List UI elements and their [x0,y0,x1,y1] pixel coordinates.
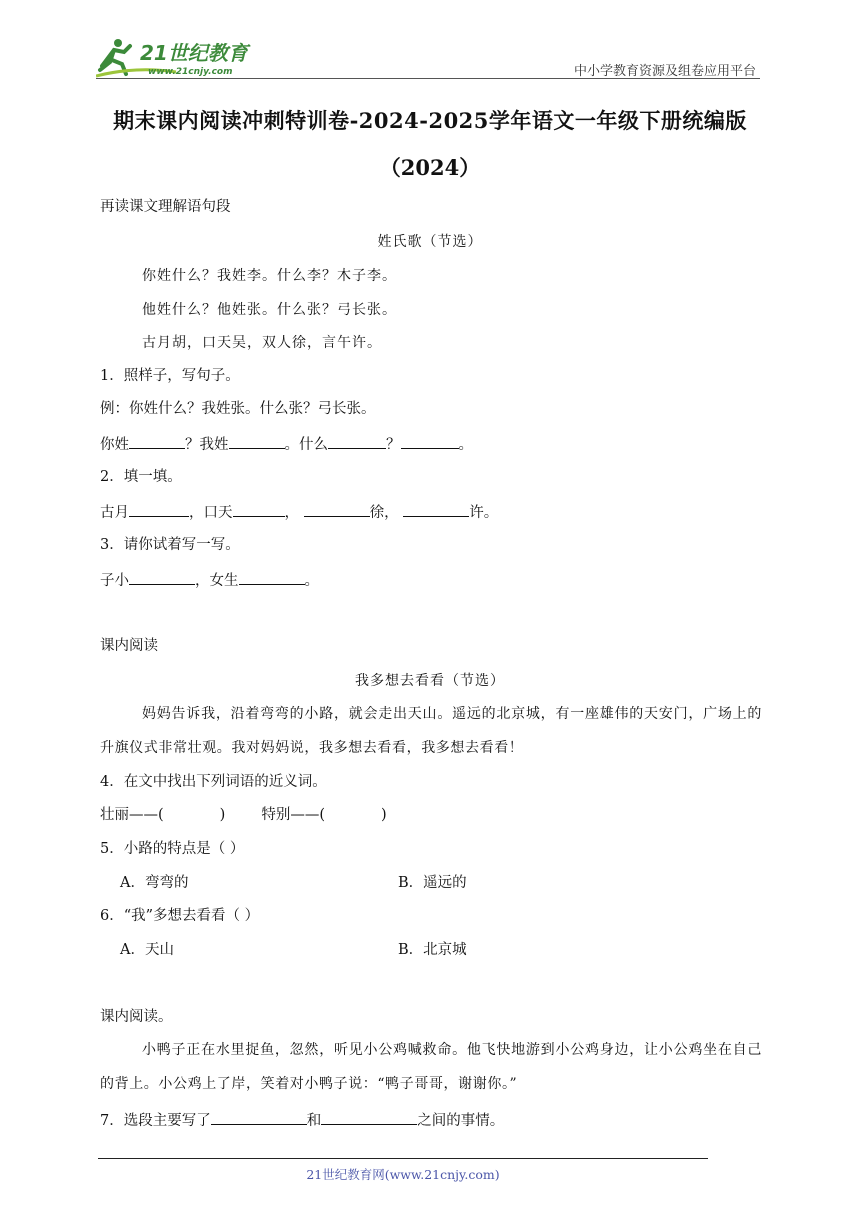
fill-text: 。 [304,573,319,589]
answer-blank[interactable] [129,433,185,449]
answer-blank[interactable] [321,1109,417,1125]
question-7-line [100,1109,504,1131]
fill-text: 古月 [100,505,129,521]
answer-blank[interactable] [403,501,469,517]
question-6-label: 6．“我”多想去看看（ ） [100,908,260,924]
question-1-example: 例：你姓什么？我姓张。什么张？弓长张。 [100,401,376,417]
answer-blank[interactable] [233,501,285,517]
fill-text: 。 [458,437,473,453]
poem-title: 姓氏歌（节选） [377,234,483,250]
option-a[interactable]: A．天山 [120,942,174,958]
fill-text: 你姓 [100,437,129,453]
fill-text: 7．选段主要写了 [100,1113,211,1129]
bracket-close: ) [381,807,387,823]
poem-line: 你姓什么？我姓李。什么李？木子李。 [142,268,397,284]
poem-line: 他姓什么？他姓张。什么张？弓长张。 [142,302,397,318]
synonym-item: 特别——( [261,807,326,823]
fill-text: 。什么 [284,437,328,453]
question-3-answer-line [100,569,319,591]
site-logo [96,36,266,80]
poem-line: 古月胡，口天吴，双人徐，言午许。 [142,335,382,351]
footer-divider [98,1158,708,1159]
fill-text: 之间的事情。 [417,1113,505,1129]
answer-blank[interactable] [401,433,459,449]
question-1-label: 1．照样子，写句子。 [100,368,240,384]
fill-text: ，女生 [195,573,239,589]
section-heading: 课内阅读 [100,638,158,654]
header-divider [96,78,760,79]
answer-blank[interactable] [239,569,305,585]
page-title: 期末课内阅读冲刺特训卷-2024-2025学年语文一年级下册统编版 [113,108,747,133]
reading-passage: 小鸭子正在水里捉鱼，忽然，听见小公鸡喊救命。他飞快地游到小公鸡身边，让小公鸡坐在自己的背上。小公鸡上了岸，笑着对小鸭子说：“鸭子哥哥，谢谢你。” [100,1042,762,1092]
question-5-label: 5．小路的特点是（ ） [100,841,245,857]
bracket-close: ) [219,807,226,823]
section-heading: 课内阅读。 [100,1009,173,1025]
fill-text: ， [284,505,299,521]
logo-text: 21世纪教育 [140,41,248,65]
question-3-label: 3．请你试着写一写。 [100,537,240,553]
fill-text: 徐， [369,505,399,521]
fill-text: 许。 [469,505,499,521]
answer-blank[interactable] [328,433,386,449]
answer-blank[interactable] [211,1109,307,1125]
fill-text: ，口天 [189,505,233,521]
passage-title: 我多想去看看（节选） [355,673,505,689]
fill-text: 和 [306,1113,322,1129]
answer-blank[interactable] [229,433,285,449]
section-heading: 再读课文理解语句段 [100,199,231,215]
fill-text: 子小 [100,573,129,589]
answer-blank[interactable] [129,569,195,585]
question-2-label: 2．填一填。 [100,469,182,485]
question-4-answer-line [100,805,387,825]
option-a[interactable]: A．弯弯的 [120,875,189,891]
reading-passage: 妈妈告诉我，沿着弯弯的小路，就会走出天山。遥远的北京城，有一座雄伟的天安门，广场上的升旗仪式非常壮观。我对妈妈说，我多想去看看，我多想去看看！ [100,706,762,756]
fill-text: ？我姓 [185,437,229,453]
question-2-answer-line [100,501,498,523]
page-title-year: （2024） [379,155,481,180]
question-1-answer-line [100,433,473,455]
answer-blank[interactable] [304,501,370,517]
logo-url: www.21cnjy.com [148,67,233,77]
answer-blank[interactable] [129,501,189,517]
option-b[interactable]: B．遥远的 [398,875,467,891]
option-b[interactable]: B．北京城 [398,942,467,958]
synonym-item: 壮丽——( [100,807,164,823]
footer-text[interactable]: 21世纪教育网(www.21cnjy.com) [306,1167,500,1182]
fill-text: ？ [386,437,401,453]
platform-name: 中小学教育资源及组卷应用平台 [573,64,756,79]
question-4-label: 4．在文中找出下列词语的近义词。 [100,774,327,790]
